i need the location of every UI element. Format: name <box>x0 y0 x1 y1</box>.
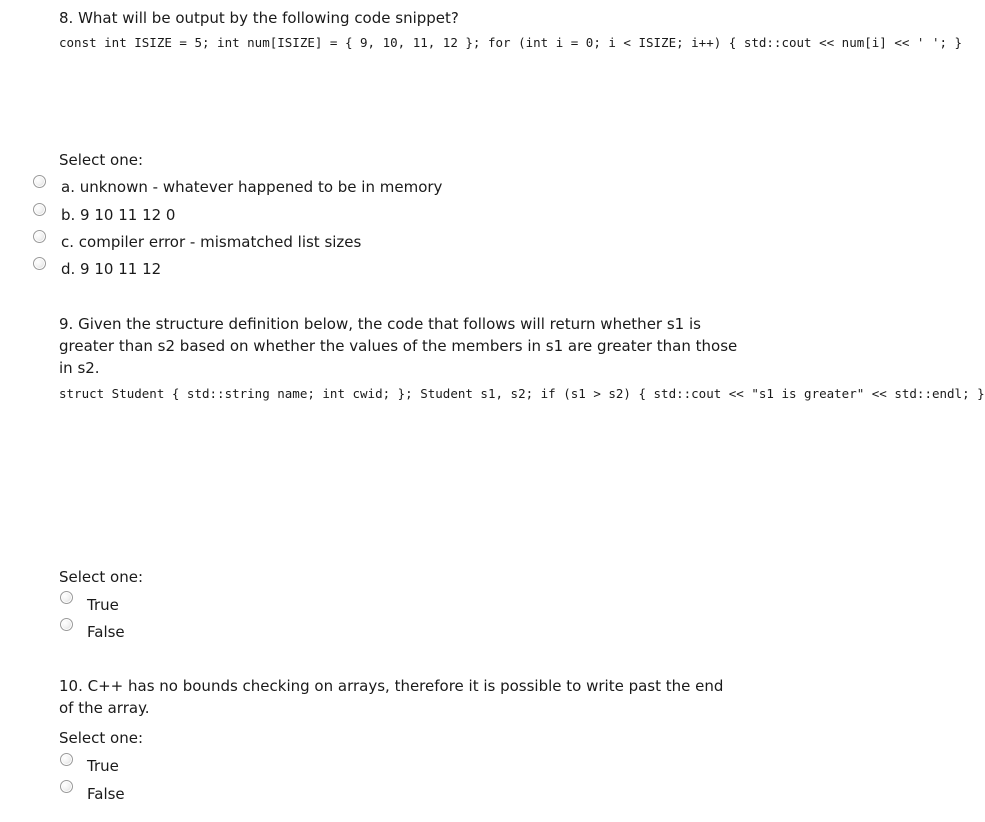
q9-code-snippet: struct Student { std::string name; int cwid; }; Student s1, s2; if (s1 > s2) { std::cout << "s1 is greater" << std::endl; } <box>59 386 985 401</box>
q8-code-snippet: const int ISIZE = 5; int num[ISIZE] = { 9, 10, 11, 12 }; for (int i = 0; i < ISIZE; i++) { std::cout << num[i] << ' '; } <box>59 35 963 50</box>
q10-option-true-label[interactable]: True <box>87 757 119 775</box>
q8-option-b-radio[interactable] <box>33 203 46 216</box>
q10-option-false-label[interactable]: False <box>87 785 125 803</box>
q9-option-false-label[interactable]: False <box>87 623 125 641</box>
q9-option-true-label[interactable]: True <box>87 596 119 614</box>
q8-option-d-radio[interactable] <box>33 257 46 270</box>
q8-select-label: Select one: <box>59 151 144 169</box>
q9-question-text: 9. Given the structure definition below, the code that follows will return whether s1 is greater than s2 based on whether the values of the members in s1 are greater than those in s2. <box>59 315 738 377</box>
q10-option-false-radio[interactable] <box>60 780 73 793</box>
q8-option-d-label[interactable]: d. 9 10 11 12 <box>61 260 162 278</box>
q9-option-true-radio[interactable] <box>60 591 73 604</box>
q10-option-true-radio[interactable] <box>60 753 73 766</box>
q8-option-a-radio[interactable] <box>33 175 46 188</box>
q9-select-label: Select one: <box>59 568 144 586</box>
q9-option-false-radio[interactable] <box>60 618 73 631</box>
q8-option-c-radio[interactable] <box>33 230 46 243</box>
q10-question-text: 10. C++ has no bounds checking on arrays, therefore it is possible to write past the end of the array. <box>59 677 724 717</box>
q8-option-b-label[interactable]: b. 9 10 11 12 0 <box>61 206 176 224</box>
q8-option-c-label[interactable]: c. compiler error - mismatched list sizes <box>61 233 362 251</box>
q10-select-label: Select one: <box>59 729 144 747</box>
q8-option-a-label[interactable]: a. unknown - whatever happened to be in memory <box>61 178 443 196</box>
q8-question-text: 8. What will be output by the following code snippet? <box>59 9 459 27</box>
